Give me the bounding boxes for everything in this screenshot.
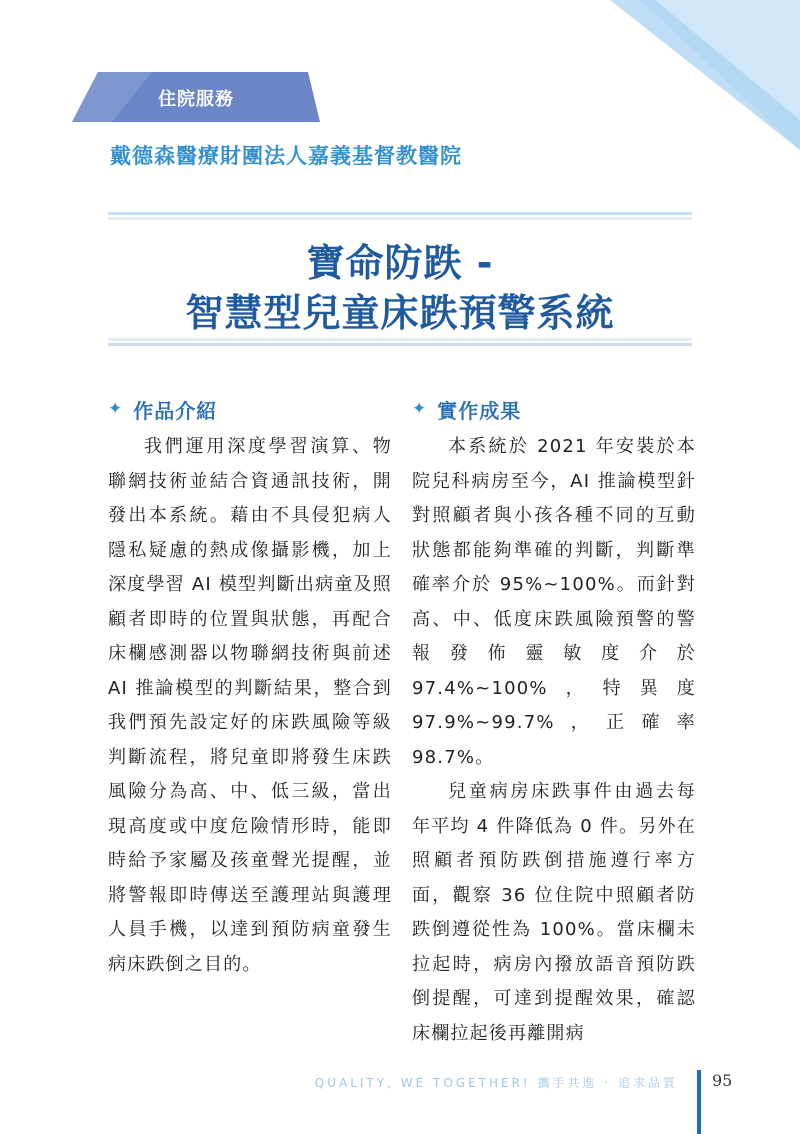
section-introduction xyxy=(108,392,392,982)
corner-decoration xyxy=(600,0,800,150)
sparkle-icon: ✦ xyxy=(412,399,428,419)
category-tag xyxy=(72,70,320,122)
section-heading-text: 作品介紹 xyxy=(133,398,218,423)
section-heading xyxy=(108,392,392,426)
organization-name: 戴德森醫療財團法人嘉義基督教醫院 xyxy=(110,144,462,168)
paragraph: 本系統於 2021 年安裝於本院兒科病房至今，AI 推論模型針對照顧者與小孩各種不同的互動狀態都能夠準確的判斷，判斷準確率介於 95%~100%。而針對高、中、低度床跌風險預警的警報發佈靈敏度介於 97.4%~100%，特異度 97.9%~99.7%，正確率 98.7%。 xyxy=(412,436,696,768)
footer-tagline: QUALITY, WE TOGETHER! 攜手共進 ‧ 追求品質 xyxy=(314,1076,678,1090)
paragraph: 我們運用深度學習演算、物聯網技術並結合資通訊技術，開發出本系統。藉由不具侵犯病人隱私疑慮的熱成像攝影機，加上深度學習 AI 模型判斷出病童及照顧者即時的位置與狀態，再配合床欄感測器以物聯網技術與前述 AI 推論模型的判斷結果，整合到我們預先設定好的床跌風險等級判斷流程，將兒童即將發生床跌風險分為高、中、低三級，當出現高度或中度危險情形時，能即時給予家屬及孩童聲光提醒，並將警報即時傳送至護理站與護理人員手機，以達到預防病童發生病床跌倒之目的。 xyxy=(108,436,392,975)
footer-divider xyxy=(697,1070,701,1134)
section-results xyxy=(412,392,696,1051)
section-heading xyxy=(412,392,696,426)
article-title-line-1: 寶命防跌 - xyxy=(306,241,494,285)
page-number: 95 xyxy=(712,1071,733,1090)
article-title-line-2: 智慧型兒童床跌預警系統 xyxy=(185,291,615,335)
sparkle-icon: ✦ xyxy=(108,399,124,419)
category-label: 住院服務 xyxy=(158,89,234,110)
title-rule-top xyxy=(108,212,692,220)
title-rule-bottom xyxy=(108,338,692,346)
paragraph: 兒童病房床跌事件由過去每年平均 4 件降低為 0 件。另外在照顧者預防跌倒措施遵行率方面，觀察 36 位住院中照顧者防跌倒遵從性為 100%。當床欄未拉起時，病房內撥放語音預防跌倒提醒，可達到提醒效果，確認床欄拉起後再離開病 xyxy=(412,781,696,1044)
section-heading-text: 實作成果 xyxy=(437,398,522,423)
